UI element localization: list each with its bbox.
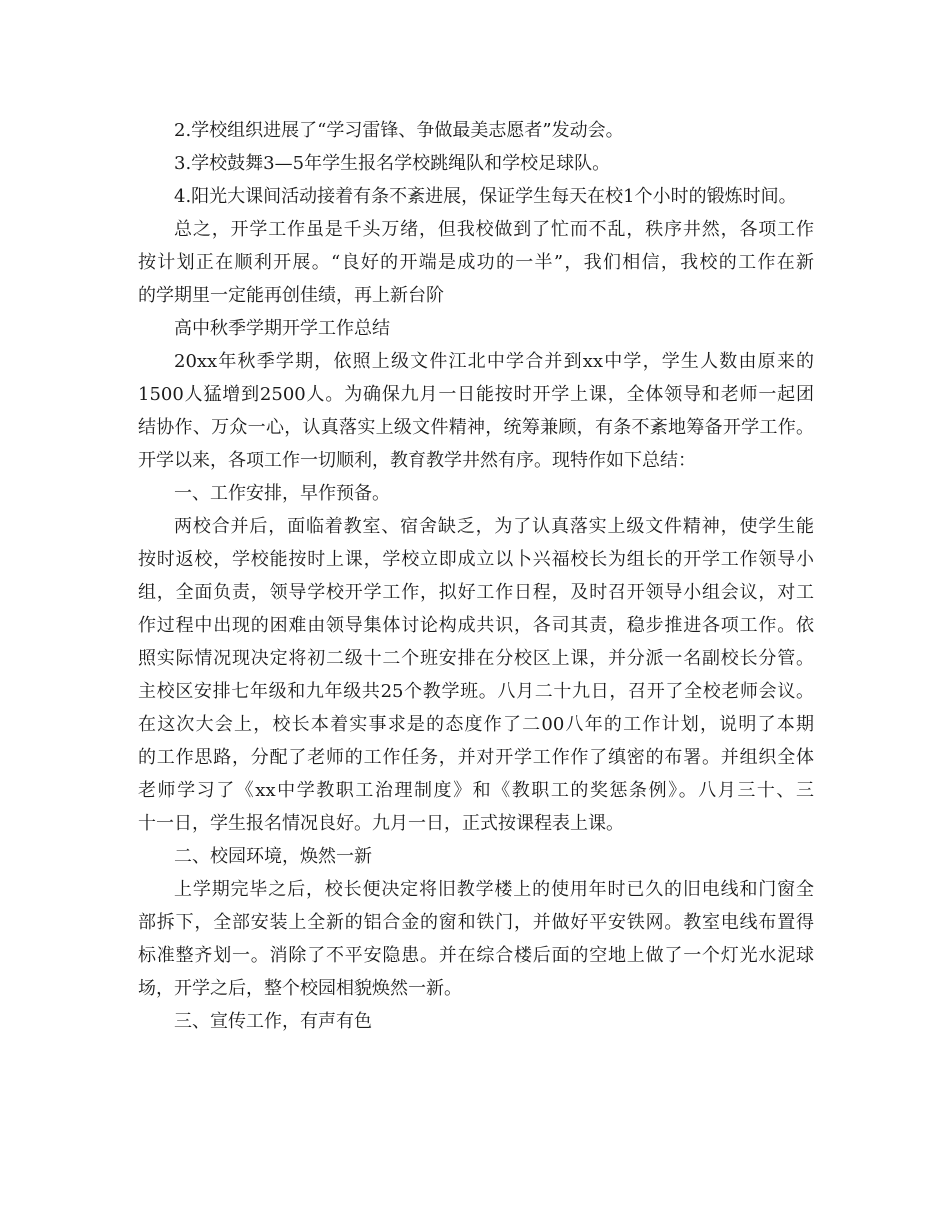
text-line: 开学以来，各项工作一切顺利，教育教学井然有序。现特作如下总结： xyxy=(138,450,696,471)
text-line: 高中秋季学期开学工作总结 xyxy=(174,318,390,339)
text-line: 按计划正在顺利开展。“良好的开端是成功的一半”，我们相信，我校的工作在新 xyxy=(138,252,814,273)
text-line: 3.学校鼓舞3—5年学生报名学校跳绳队和学校足球队。 xyxy=(174,153,611,174)
text-line: 2.学校组织进展了“学习雷锋、争做最美志愿者”发动会。 xyxy=(174,120,624,141)
text-line: 作过程中出现的困难由领导集体讨论构成共识，各司其责，稳步推进各项工作。依 xyxy=(138,615,814,636)
text-line: 二、校园环境，焕然一新 xyxy=(174,846,372,867)
text-line: 的工作思路，分配了老师的工作任务，并对开学工作作了缜密的布署。并组织全体 xyxy=(138,747,814,768)
text-line: 在这次大会上，校长本着实事求是的态度作了二00八年的工作计划，说明了本期 xyxy=(138,714,814,735)
document-body xyxy=(138,114,814,1038)
text-line: 三、宣传工作，有声有色 xyxy=(174,1011,372,1032)
text-line: 结协作、万众一心，认真落实上级文件精神，统筹兼顾，有条不紊地筹备开学工作。 xyxy=(138,417,814,438)
text-line: 老师学习了《xx中学教职工治理制度》和《教职工的奖惩条例》。八月三十、三 xyxy=(138,780,814,801)
text-line: 1500人猛增到2500人。为确保九月一日能按时开学上课，全体领导和老师一起团 xyxy=(138,384,814,405)
text-line: 按时返校，学校能按时上课，学校立即成立以卜兴福校长为组长的开学工作领导小 xyxy=(138,549,814,570)
text-line: 场，开学之后，整个校园相貌焕然一新。 xyxy=(138,978,462,999)
text-line: 照实际情况现决定将初二级十二个班安排在分校区上课，并分派一名副校长分管。 xyxy=(138,648,814,669)
text-line: 一、工作安排，早作预备。 xyxy=(174,483,390,504)
text-line: 的学期里一定能再创佳绩，再上新台阶 xyxy=(138,285,444,306)
text-line: 两校合并后，面临着教室、宿舍缺乏，为了认真落实上级文件精神，使学生能 xyxy=(174,516,814,537)
text-line: 总之，开学工作虽是千头万绪，但我校做到了忙而不乱，秩序井然，各项工作 xyxy=(174,219,814,240)
text-line: 标准整齐划一。消除了不平安隐患。并在综合楼后面的空地上做了一个灯光水泥球 xyxy=(138,945,814,966)
text-line: 4.阳光大课间活动接着有条不紊进展，保证学生每天在校1个小时的锻炼时间。 xyxy=(174,186,797,207)
text-line: 部拆下，全部安装上全新的铝合金的窗和铁门，并做好平安铁网。教室电线布置得 xyxy=(138,912,814,933)
text-line: 组，全面负责，领导学校开学工作，拟好工作日程，及时召开领导小组会议，对工 xyxy=(138,582,814,603)
text-line: 20xx年秋季学期，依照上级文件江北中学合并到xx中学，学生人数由原来的 xyxy=(174,351,814,372)
text-line: 上学期完毕之后，校长便决定将旧教学楼上的使用年时已久的旧电线和门窗全 xyxy=(174,879,814,900)
text-line: 主校区安排七年级和九年级共25个教学班。八月二十九日，召开了全校老师会议。 xyxy=(138,681,814,702)
text-line: 十一日，学生报名情况良好。九月一日，正式按课程表上课。 xyxy=(138,813,624,834)
